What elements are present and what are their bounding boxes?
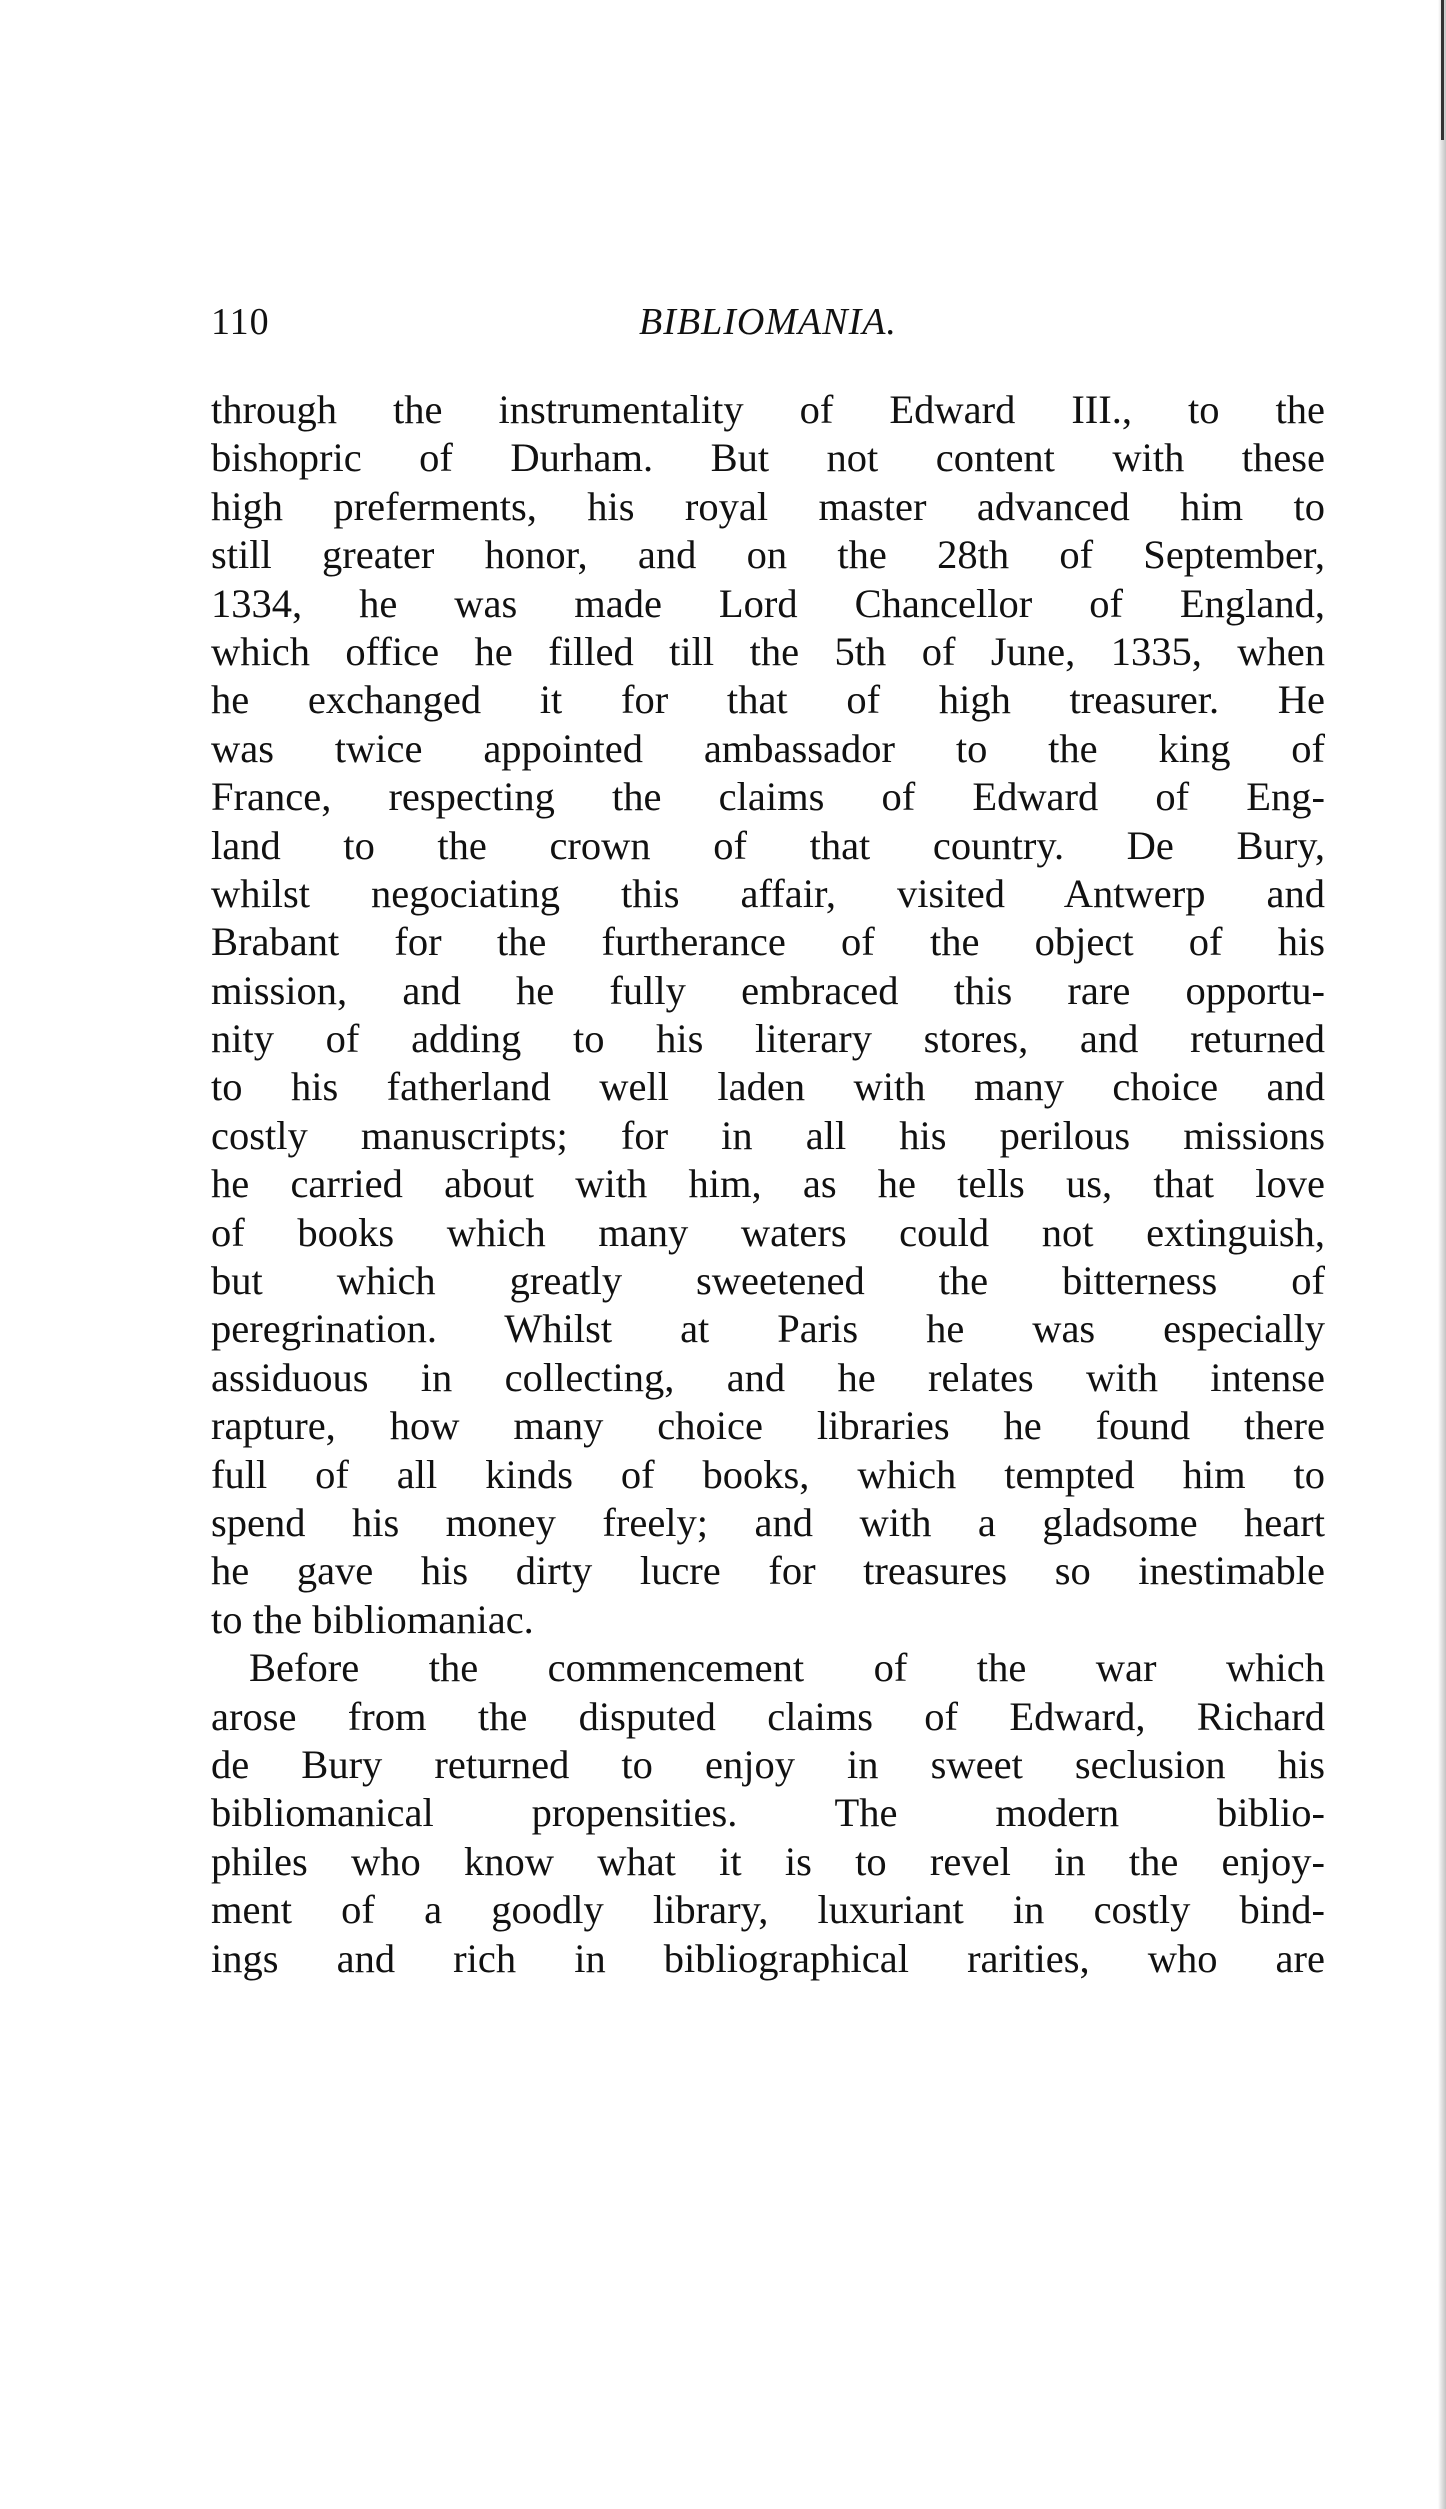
text-line: whilst negociating this affair, visited Antwerp and (211, 870, 1325, 916)
text-line: to his fatherland well laden with many choice and (211, 1064, 1325, 1110)
text-line: de Bury returned to enjoy in sweet seclusion his (211, 1741, 1325, 1787)
text-line: arose from the disputed claims of Edward, Richard (211, 1693, 1325, 1739)
text-line: he gave his dirty lucre for treasures so inestimable (211, 1548, 1325, 1594)
running-title: BIBLIOMANIA. (639, 301, 897, 343)
text-line: nity of adding to his literary stores, and returned (211, 1016, 1325, 1062)
text-line: ment of a goodly library, luxuriant in costly bind- (211, 1887, 1325, 1933)
text-line: to the bibliomaniac. (211, 1596, 534, 1642)
text-line: spend his money freely; and with a gladsome heart (211, 1499, 1325, 1545)
text-line: ings and rich in bibliographical rarities, who are (211, 1935, 1325, 1981)
text-line: peregrination. Whilst at Paris he was especially (211, 1306, 1325, 1352)
scan-edge-mark (1441, 0, 1444, 140)
text-line: but which greatly sweetened the bitterness of (211, 1258, 1325, 1304)
page-header (211, 300, 1325, 350)
text-line: through the instrumentality of Edward III., to the (211, 387, 1325, 432)
scan-edge (1438, 0, 1446, 2509)
text-line: 1334, he was made Lord Chancellor of England, (211, 580, 1325, 626)
text-line: assiduous in collecting, and he relates with intense (211, 1354, 1325, 1400)
text-line: rapture, how many choice libraries he found there (211, 1403, 1325, 1449)
text-line: mission, and he fully embraced this rare opportu- (211, 967, 1325, 1013)
text-line: he carried about with him, as he tells us, that love (211, 1161, 1325, 1207)
text-line: which office he filled till the 5th of June, 1335, when (211, 628, 1325, 674)
page-number: 110 (211, 301, 270, 343)
text-line: costly manuscripts; for in all his perilous missions (211, 1112, 1325, 1158)
text-line: bishopric of Durham. But not content with these (211, 435, 1325, 481)
text-line: was twice appointed ambassador to the king of (211, 725, 1325, 771)
text-line: bibliomanical propensities. The modern biblio- (211, 1790, 1325, 1836)
text-line: high preferments, his royal master advanced him to (211, 483, 1325, 529)
text-line: still greater honor, and on the 28th of September, (211, 532, 1325, 578)
text-line: philes who know what it is to revel in the enjoy- (211, 1838, 1325, 1884)
text-line: Brabant for the furtherance of the object of his (211, 919, 1325, 965)
body-text (211, 386, 1325, 1983)
text-line: Before the commencement of the war which (249, 1645, 1325, 1691)
text-line: France, respecting the claims of Edward of Eng- (211, 774, 1325, 820)
text-line: of books which many waters could not extinguish, (211, 1209, 1325, 1255)
text-line: he exchanged it for that of high treasurer. He (211, 677, 1325, 723)
text-line: land to the crown of that country. De Bury, (211, 822, 1325, 868)
text-line: full of all kinds of books, which tempted him to (211, 1451, 1325, 1497)
